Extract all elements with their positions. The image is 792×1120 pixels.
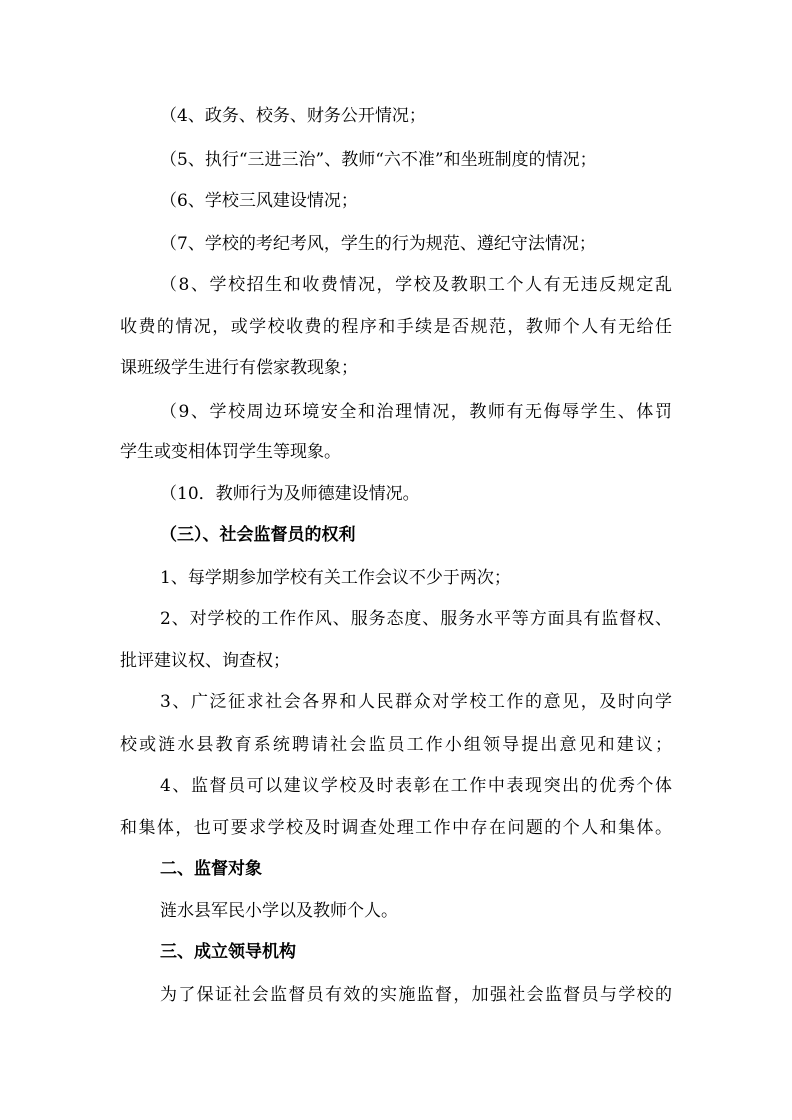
item-10-teacher-ethics: （10．教师行为及师德建设情况。 [160, 484, 420, 504]
item-8-fees-line-1: （8、学校招生和收费情况，学校及教职工个人有无违反规定乱 [160, 275, 672, 295]
section-heading-leadership: 三、成立领导机构 [160, 942, 296, 962]
leadership-text-line-1: 为了保证社会监督员有效的实施监督，加强社会监督员与学校的 [160, 985, 672, 1005]
rights-item-1: 1、每学期参加学校有关工作会议不少于两次； [160, 568, 511, 588]
rights-item-3-line-2: 校或涟水县教育系统聘请社会监员工作小组领导提出意见和建议； [120, 735, 672, 755]
rights-item-4-line-1: 4、监督员可以建议学校及时表彰在工作中表现突出的优秀个体 [160, 776, 672, 796]
rights-item-2-line-2: 批评建议权、询查权； [120, 651, 290, 671]
item-8-fees-line-2: 收费的情况，或学校收费的程序和手续是否规范，教师个人有无给任 [120, 317, 672, 337]
item-8-fees-line-3: 课班级学生进行有偿家教现象； [120, 358, 358, 378]
rights-item-2-line-1: 2、对学校的工作作风、服务态度、服务水平等方面具有监督权、 [160, 609, 672, 629]
item-7-exam-discipline: （7、学校的考纪考风，学生的行为规范、遵纪守法情况； [160, 234, 596, 254]
rights-item-4-line-2: 和集体，也可要求学校及时调查处理工作中存在问题的个人和集体。 [120, 818, 672, 838]
supervision-target-text: 涟水县军民小学以及教师个人。 [160, 901, 398, 921]
rights-item-3-line-1: 3、广泛征求社会各界和人民群众对学校工作的意见，及时向学 [160, 692, 672, 712]
item-9-safety-line-1: （9、学校周边环境安全和治理情况，教师有无侮辱学生、体罚 [160, 402, 672, 422]
item-5-work-rules: （5、执行“三进三治”、教师“六不准”和坐班制度的情况； [160, 150, 597, 170]
section-heading-rights: （三）、社会监督员的权利 [160, 525, 356, 545]
item-4-open-affairs: （4、政务、校务、财务公开情况； [160, 106, 426, 126]
section-heading-supervision-target: 二、监督对象 [160, 859, 262, 879]
item-9-safety-line-2: 学生或变相体罚学生等现象。 [120, 442, 341, 462]
item-6-school-culture: （6、学校三风建设情况； [160, 191, 358, 211]
